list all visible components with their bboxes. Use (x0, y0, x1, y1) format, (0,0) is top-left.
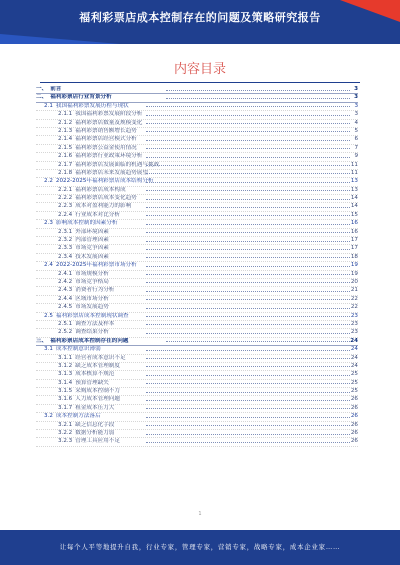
toc-entry[interactable] (36, 145, 358, 153)
toc-entry-label: 技术发展因素 (75, 253, 109, 260)
toc-entry-number: 二、 (36, 94, 48, 101)
toc-entry-number: 2.5.1 (58, 320, 73, 327)
toc-entry-label: 成本控制方法落后 (55, 413, 101, 420)
toc-leader-dots (146, 291, 350, 292)
toc-entry[interactable] (36, 346, 358, 354)
toc-leader-dots (146, 224, 350, 225)
toc-entry-label: 人力成本管理问题 (75, 396, 120, 403)
toc-entry-label: 市场规模分析 (75, 270, 109, 277)
toc-leader-dots (146, 157, 350, 158)
toc-divider (40, 82, 360, 83)
toc-entry[interactable] (36, 220, 358, 228)
toc-entry[interactable] (36, 321, 358, 329)
toc-entry-number: 2.1.6 (58, 153, 73, 160)
toc-entry-number: 3.1.6 (58, 396, 73, 403)
toc-entry-label: 缺乏成本管理制度 (75, 362, 120, 369)
toc-leader-dots (146, 232, 350, 233)
toc-leader-dots (166, 90, 350, 91)
toc-entry-page: 3 (354, 86, 358, 92)
toc-entry-page: 22 (350, 304, 358, 311)
toc-leader-dots (146, 282, 350, 283)
toc-entry-number: 2.3 (44, 220, 53, 227)
toc-entry-label: 外部环境因素 (75, 228, 109, 235)
toc-leader-dots (146, 199, 350, 200)
toc-entry-label: 福利彩票店成本构成 (75, 186, 126, 193)
toc-entry-label: 福利彩票行业政策环境分析 (75, 153, 143, 160)
toc-entry[interactable] (36, 355, 358, 363)
toc-leader-dots (146, 274, 350, 275)
toc-entry-page: 7 (354, 144, 358, 151)
toc-entry-number: 3.2.2 (58, 430, 73, 437)
toc-leader-dots (146, 425, 350, 426)
toc-entry[interactable] (36, 94, 358, 102)
toc-entry-page: 24 (350, 362, 358, 369)
toc-entry-page: 14 (350, 203, 358, 210)
toc-leader-dots (146, 308, 350, 309)
toc-entry-page: 5 (354, 127, 358, 134)
toc-leader-dots (146, 375, 350, 376)
toc-entry[interactable] (36, 153, 358, 161)
toc-entry-label: 福利彩票店发展面临的机遇与挑战 (75, 161, 160, 168)
toc-entry[interactable] (36, 136, 358, 144)
toc-entry-label: 经营者成本意识不足 (75, 354, 126, 361)
toc-entry[interactable] (36, 338, 358, 346)
toc-entry[interactable] (36, 304, 358, 312)
toc-leader-dots (146, 182, 350, 183)
toc-entry-page: 26 (350, 404, 358, 411)
toc-entry-page: 23 (350, 320, 358, 327)
toc-entry-label: 数据分析能力弱 (75, 430, 115, 437)
toc-entry-label: 福利彩票店成本控制存在的问题 (50, 337, 129, 344)
toc-entry-page: 4 (354, 119, 358, 126)
toc-entry-page: 17 (350, 237, 358, 244)
toc-leader-dots (146, 316, 350, 317)
toc-entry[interactable] (36, 237, 358, 245)
toc-entry-page: 3 (354, 111, 358, 118)
toc-entry-number: 3.1.3 (58, 371, 73, 378)
toc-entry-number: 2.3.1 (58, 228, 73, 235)
toc-entry-page: 25 (350, 371, 358, 378)
toc-entry-number: 2.5 (44, 312, 53, 319)
toc-leader-dots (146, 257, 350, 258)
toc-entry-page: 23 (350, 329, 358, 336)
toc-entry-page: 26 (350, 396, 358, 403)
toc-entry-number: 2.3.4 (58, 253, 73, 260)
toc-entry[interactable] (36, 438, 358, 446)
toc-leader-dots (146, 123, 350, 124)
toc-entry-page: 26 (350, 413, 358, 420)
footer-banner (0, 530, 400, 565)
footer-slogan: 让每个人平等地提升自我，行业专家，管理专家，营销专家，战略专家，成本企业家…… (59, 543, 341, 551)
toc-leader-dots (146, 140, 350, 141)
toc-entry-page: 3 (354, 102, 358, 109)
toc-entry-page: 22 (350, 295, 358, 302)
toc-leader-dots (146, 241, 350, 242)
toc-entry[interactable] (36, 396, 358, 404)
toc-entry[interactable] (36, 103, 358, 111)
toc-entry[interactable] (36, 262, 358, 270)
toc-entry-page: 24 (350, 337, 358, 344)
report-title: 福利彩票店成本控制存在的问题及策略研究报告 (79, 11, 321, 24)
toc-entry-label: 福利彩票店成本控制现状调查 (55, 312, 129, 319)
toc-leader-dots (146, 173, 350, 174)
toc-entry[interactable] (36, 254, 358, 262)
toc-entry[interactable] (36, 178, 358, 186)
toc-entry-label: 缺乏信息化手段 (75, 421, 115, 428)
toc-leader-dots (146, 434, 350, 435)
toc-entry-page: 26 (350, 438, 358, 445)
toc-entry-page: 26 (350, 421, 358, 428)
toc-leader-dots (146, 333, 350, 334)
toc-leader-dots (146, 408, 350, 409)
toc-heading: 内容目录 (173, 62, 226, 77)
toc-entry-page: 25 (350, 379, 358, 386)
toc-entry-label: 福利彩票店经营模式分析 (75, 136, 137, 143)
toc-entry-page: 16 (350, 228, 358, 235)
toc-entry-page: 20 (350, 278, 358, 285)
toc-entry-page: 9 (354, 153, 358, 160)
toc-entry-label: 行业成本对比分析 (75, 211, 120, 218)
toc-entry[interactable] (36, 279, 358, 287)
toc-entry-number: 三、 (36, 337, 48, 344)
toc-entry[interactable] (36, 287, 358, 295)
toc-entry-number: 3.2.1 (58, 421, 73, 428)
toc-entry-page: 25 (350, 388, 358, 395)
toc-entry-number: 2.2 (44, 178, 53, 185)
toc-entry-number: 3.1 (44, 346, 53, 353)
toc-entry[interactable] (36, 128, 358, 136)
toc-entry[interactable] (36, 162, 358, 170)
toc-entry[interactable] (36, 245, 358, 253)
toc-entry-number: 2.3.2 (58, 237, 73, 244)
toc-entry[interactable] (36, 296, 358, 304)
toc-entry-page: 13 (350, 178, 358, 185)
toc-entry-label: 市场发展趋势 (75, 304, 109, 311)
report-header-banner (0, 0, 400, 44)
toc-entry-number: 2.2.1 (58, 186, 73, 193)
toc-entry-page: 24 (350, 346, 358, 353)
toc-entry-label: 市场竞争因素 (75, 245, 109, 252)
toc-entry[interactable] (36, 212, 358, 220)
toc-entry-label: 福利彩票店未来发展趋势展望 (75, 169, 148, 176)
toc-entry-number: 2.1.2 (58, 119, 73, 126)
toc-entry-page: 19 (350, 262, 358, 269)
toc-leader-dots (146, 392, 350, 393)
toc-leader-dots (166, 341, 350, 342)
toc-entry[interactable] (36, 363, 358, 371)
toc-entry-number: 2.3.3 (58, 245, 73, 252)
toc-entry[interactable] (36, 86, 358, 94)
toc-entry-page: 6 (354, 136, 358, 143)
toc-entry-label: 成本核算不规范 (75, 371, 115, 378)
toc-entry-label: 调查方法及样本 (75, 320, 115, 327)
toc-entry-page: 17 (350, 245, 358, 252)
toc-entry-label: 福利彩票销售额增长趋势 (75, 127, 137, 134)
toc-entry-page: 24 (350, 354, 358, 361)
toc-entry-label: 前言 (50, 86, 62, 92)
toc-entry[interactable] (36, 170, 358, 178)
toc-entry-page: 21 (350, 287, 358, 294)
page-number: 1 (198, 511, 202, 517)
toc-entry-number: 2.4 (44, 262, 53, 269)
toc-entry-label: 租金成本压力大 (75, 404, 115, 411)
toc-entry-label: 我国福利彩票发展阶段分析 (75, 111, 143, 118)
toc-list (36, 86, 358, 447)
toc-entry-number: 3.1.4 (58, 379, 73, 386)
toc-entry-label: 区域市场分析 (75, 295, 109, 302)
toc-entry-page: 15 (350, 211, 358, 218)
toc-leader-dots (146, 115, 350, 116)
toc-entry-number: 2.1.7 (58, 161, 73, 168)
toc-entry-label: 我国福利彩票发展历程与现状 (55, 102, 129, 109)
toc-entry-label: 福利彩票店成本变化趋势 (75, 195, 137, 202)
toc-leader-dots (146, 350, 350, 351)
toc-entry[interactable] (36, 430, 358, 438)
toc-entry-page: 19 (350, 270, 358, 277)
toc-entry-number: 3.2.3 (58, 438, 73, 445)
toc-entry-page: 11 (350, 169, 358, 176)
toc-entry-label: 预算管理缺失 (75, 379, 109, 386)
toc-entry-page: 13 (350, 186, 358, 193)
toc-entry-number: 2.4.4 (58, 295, 73, 302)
toc-entry-label: 消费者行为分析 (75, 287, 115, 294)
toc-leader-dots (146, 442, 350, 443)
toc-entry[interactable] (36, 187, 358, 195)
toc-entry[interactable] (36, 413, 358, 421)
toc-entry-number: 2.1.4 (58, 136, 73, 143)
toc-leader-dots (146, 148, 350, 149)
toc-entry-label: 调查结果分析 (75, 329, 109, 336)
toc-leader-dots (146, 207, 350, 208)
toc-entry-number: 2.4.2 (58, 278, 73, 285)
toc-entry-number: 一、 (36, 86, 48, 92)
toc-entry-page: 26 (350, 430, 358, 437)
toc-entry[interactable] (36, 120, 358, 128)
toc-entry-number: 3.1.5 (58, 388, 73, 395)
toc-entry-page: 16 (350, 220, 358, 227)
toc-entry[interactable] (36, 111, 358, 119)
toc-entry-number: 2.1.5 (58, 144, 73, 151)
toc-leader-dots (146, 131, 350, 132)
toc-leader-dots (146, 249, 350, 250)
toc-entry-page: 14 (350, 195, 358, 202)
toc-leader-dots (146, 266, 350, 267)
toc-leader-dots (146, 366, 350, 367)
toc-entry-number: 2.5.2 (58, 329, 73, 336)
toc-entry-number: 2.2.4 (58, 211, 73, 218)
toc-entry-page: 23 (350, 312, 358, 319)
toc-entry-label: 管理工具应用不足 (75, 438, 120, 445)
toc-entry-number: 3.1.1 (58, 354, 73, 361)
toc-entry-label: 影响成本控制的因素分析 (55, 220, 118, 227)
toc-entry-label: 福利彩票店数量及规模变化 (75, 119, 143, 126)
toc-entry-number: 3.1.7 (58, 404, 73, 411)
toc-leader-dots (146, 417, 350, 418)
toc-leader-dots (146, 358, 350, 359)
toc-leader-dots (166, 98, 350, 99)
toc-entry-number: 2.1.8 (58, 169, 73, 176)
toc-entry-label: 成本对盈利能力的影响 (75, 203, 132, 210)
toc-entry-number: 2.1.3 (58, 127, 73, 134)
toc-entry-label: 内部管理因素 (75, 237, 109, 244)
toc-leader-dots (146, 106, 350, 107)
toc-entry-number: 3.1.2 (58, 362, 73, 369)
toc-entry-label: 2022-2025年福利彩票店成本结构分析 (55, 178, 154, 185)
toc-entry-label: 采购成本控制不力 (75, 388, 120, 395)
toc-entry-page: 3 (354, 94, 358, 101)
toc-leader-dots (146, 299, 350, 300)
toc-entry[interactable] (36, 380, 358, 388)
toc-entry[interactable] (36, 329, 358, 337)
toc-entry[interactable] (36, 195, 358, 203)
toc-entry-number: 2.1 (44, 102, 53, 109)
toc-entry-number: 2.4.5 (58, 304, 73, 311)
toc-entry-number: 2.4.3 (58, 287, 73, 294)
toc-entry-label: 市场竞争格局 (75, 278, 109, 285)
toc-entry-number: 2.1.1 (58, 111, 73, 118)
toc-entry-page: 18 (350, 253, 358, 260)
toc-entry[interactable] (36, 229, 358, 237)
toc-entry[interactable] (36, 422, 358, 430)
toc-leader-dots (146, 324, 350, 325)
toc-entry-label: 福利彩票店行业背景分析 (50, 94, 112, 101)
toc-entry-number: 2.2.3 (58, 203, 73, 210)
toc-entry[interactable] (36, 271, 358, 279)
toc-entry-label: 福利彩票公益金使用情况 (75, 144, 137, 151)
toc-leader-dots (146, 165, 350, 166)
toc-entry[interactable] (36, 371, 358, 379)
toc-entry[interactable] (36, 203, 358, 211)
toc-entry-number: 2.2.2 (58, 195, 73, 202)
toc-entry-label: 成本控制意识薄弱 (55, 346, 101, 353)
toc-entry[interactable] (36, 313, 358, 321)
toc-entry-page: 11 (350, 161, 358, 168)
toc-entry-number: 3.2 (44, 413, 53, 420)
toc-entry[interactable] (36, 405, 358, 413)
toc-leader-dots (146, 190, 350, 191)
toc-leader-dots (146, 383, 350, 384)
toc-entry-number: 2.4.1 (58, 270, 73, 277)
toc-leader-dots (146, 400, 350, 401)
toc-entry-label: 2022-2025年福利彩票市场分析 (55, 262, 137, 269)
toc-leader-dots (146, 215, 350, 216)
toc-entry[interactable] (36, 388, 358, 396)
